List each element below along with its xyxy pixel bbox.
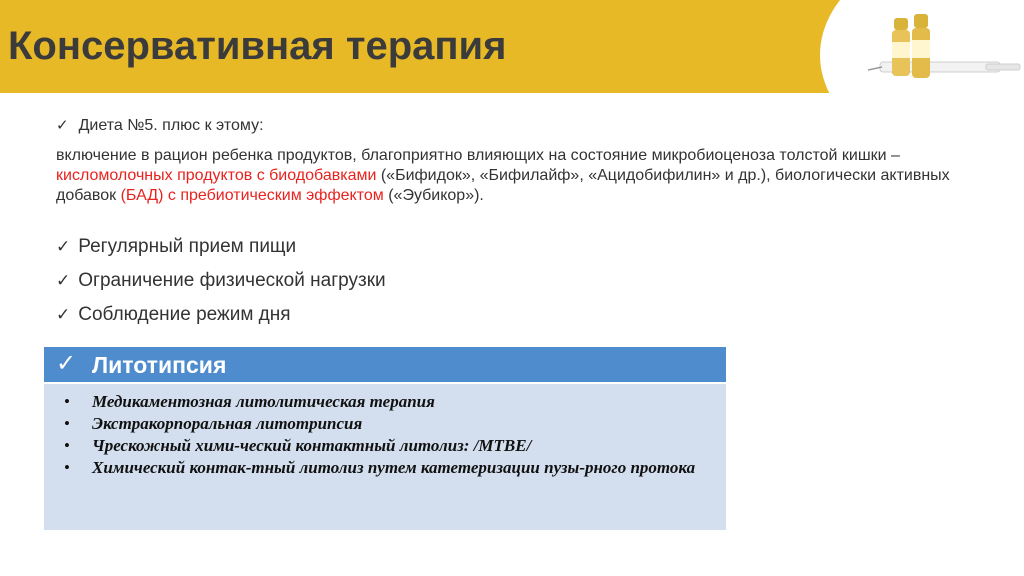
list-item xyxy=(64,435,710,457)
lithotripsy-body xyxy=(44,384,726,530)
page-title: Консервативная терапия xyxy=(8,24,507,68)
paragraph-part3: («Эубикор»). xyxy=(383,187,484,204)
lithotripsy-title: Литотипсия xyxy=(92,352,227,378)
diet-line xyxy=(56,116,264,135)
list-item xyxy=(56,302,386,336)
paragraph-highlight-probiotics: кисломолочных продуктов с биодобавками xyxy=(56,167,377,184)
bullet-icon: • xyxy=(64,458,70,477)
list-item-text: Регулярный прием пищи xyxy=(78,236,297,257)
list-item xyxy=(56,234,386,268)
lithotripsy-header xyxy=(44,347,726,382)
paragraph-part1: включение в рацион ребенка продуктов, благоприятно влияющих на состояние микробиоценоза толстой кишки – xyxy=(56,147,900,164)
list-item xyxy=(64,391,710,413)
list-item xyxy=(56,268,386,302)
lithotripsy-list xyxy=(64,391,710,479)
diet-paragraph xyxy=(56,146,986,206)
paragraph-part2: («Бифидок», «Бифилайф», «Ацидобифилин» и др.), биологически активных добавок xyxy=(56,167,950,204)
list-item-text: Медикаментозная литолитическая терапия xyxy=(92,392,435,411)
check-icon: ✓ xyxy=(56,305,71,324)
list-item-text: Экстракорпоральная литотрипсия xyxy=(92,414,363,433)
list-item-text: Ограничение физической нагрузки xyxy=(78,270,386,291)
list-item xyxy=(64,457,710,479)
bullet-icon: • xyxy=(64,414,70,433)
check-icon: ✓ xyxy=(56,271,71,290)
list-item-text: Химический контак-тный литолиз путем катетеризации пузы-рного протока xyxy=(92,458,696,477)
list-item-text: Соблюдение режим дня xyxy=(78,304,291,325)
list-item xyxy=(64,413,710,435)
ampoules-image xyxy=(868,4,1024,96)
check-icon: ✓ xyxy=(56,350,77,377)
bullet-icon: • xyxy=(64,392,70,411)
check-icon: ✓ xyxy=(56,237,71,256)
bullet-icon: • xyxy=(64,436,70,455)
diet-text: Диета №5. плюс к этому: xyxy=(78,117,264,134)
paragraph-highlight-bad: (БАД) с пребиотическим эффектом xyxy=(120,187,384,204)
check-icon: ✓ xyxy=(56,117,69,134)
list-item-text: Чрескожный хими-ческий контактный литолиз: /МТВЕ/ xyxy=(92,436,532,455)
recommendation-list xyxy=(56,234,386,336)
